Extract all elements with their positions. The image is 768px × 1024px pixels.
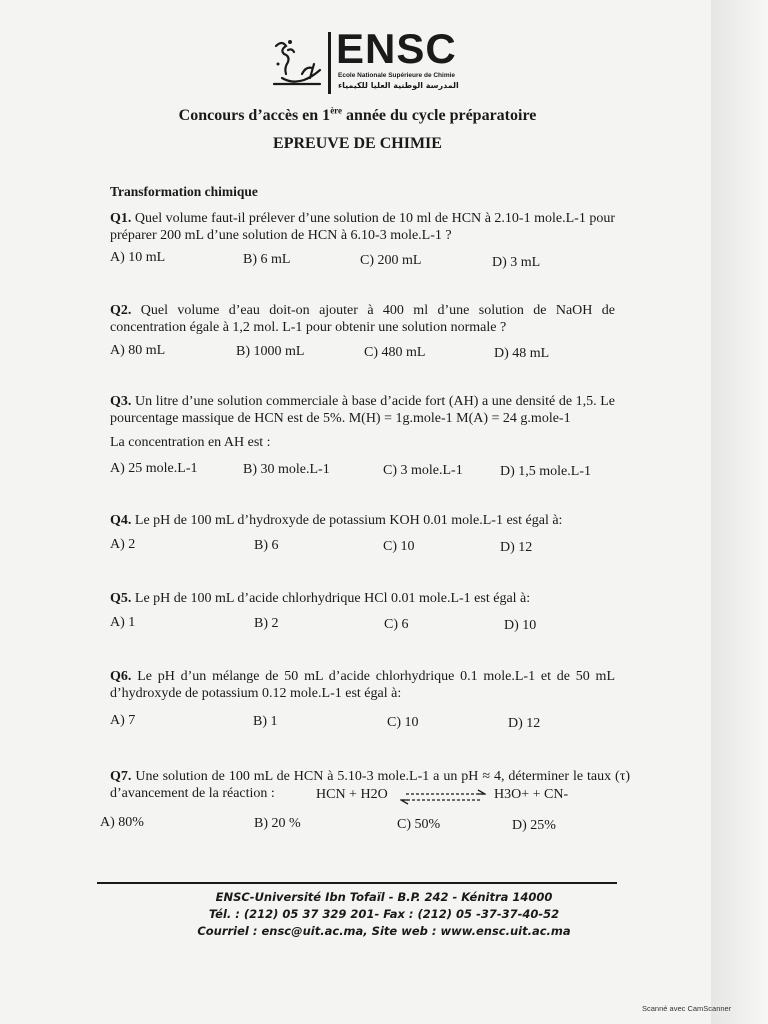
q7-option-d: D) 25%	[512, 818, 556, 833]
q5-option-a: A) 1	[110, 615, 136, 630]
footer-contact: Courriel : ensc@uit.ac.ma, Site web : www.ensc.uit.ac.ma	[197, 924, 571, 938]
q1-option-d: D) 3 mL	[492, 255, 541, 270]
question-text: Le pH de 100 mL d’hydroxyde de potassium KOH 0.01 mole.L-1 est égal à:	[134, 513, 563, 528]
question-text: Quel volume faut-il prélever d’une solution de 10 ml de HCN à 2.10-1 mole.L-1 pour préparer 200 mL d’une solution de HCN à 6.10-3 mole.L-1 ?	[110, 211, 616, 243]
q2-option-c: C) 480 mL	[364, 345, 426, 360]
logo-subtitle: Ecole Nationale Supérieure de Chimie	[338, 72, 456, 79]
title-superscript: ère	[330, 105, 343, 116]
logo-subtitle-arabic: المدرسة الوطنية العليا للكيمياء	[338, 81, 459, 90]
reaction-reactants: HCN + H2O	[316, 787, 388, 802]
arabic-calligraphy-icon	[268, 34, 326, 92]
scanner-watermark: Scanné avec CamScanner	[642, 1004, 732, 1013]
q7-option-c: C) 50%	[397, 817, 441, 832]
q3-option-c: C) 3 mole.L-1	[383, 463, 463, 478]
q3-option-b: B) 30 mole.L-1	[243, 462, 330, 477]
question-text: Le pH d’un mélange de 50 mL d’acide chlorhydrique 0.1 mole.L-1 et de 50 mL d’hydroxyde de potassium 0.12 mole.L-1 est égal à:	[110, 669, 615, 701]
logo-wordmark: ENSC	[336, 25, 457, 72]
q5-option-b: B) 2	[254, 616, 279, 631]
q4-option-c: C) 10	[383, 539, 415, 554]
question-text: Un litre d’une solution commerciale à base d’acide fort (AH) a une densité de 1,5. Le pourcentage massique de HCN est de 5%. M(H) = 1g.mole-1 M(A) = 24 g.mole-1	[110, 394, 616, 426]
q2-option-b: B) 1000 mL	[236, 344, 305, 359]
q2-option-a: A) 80 mL	[110, 343, 166, 358]
q6-option-c: C) 10	[387, 715, 419, 730]
q7-option-a: A) 80%	[100, 815, 144, 830]
title-prefix: Concours d’accès en 1	[178, 107, 331, 124]
equilibrium-arrow-icon	[400, 789, 486, 805]
q3-option-a: A) 25 mole.L-1	[110, 461, 198, 476]
question-label: Q1.	[110, 211, 132, 226]
question-2	[110, 302, 615, 336]
question-text: Quel volume d’eau doit-on ajouter à 400 ml d’une solution de NaOH de concentration égale à 1,2 mol. L-1 pour obtenir une solution normale ?	[110, 303, 615, 335]
question-6	[110, 668, 615, 702]
question-4	[110, 512, 615, 529]
q1-option-a: A) 10 mL	[110, 250, 166, 265]
q7-option-b: B) 20 %	[254, 816, 301, 831]
q3-option-d: D) 1,5 mole.L-1	[500, 464, 591, 479]
question-3-prompt: La concentration en AH est :	[110, 435, 271, 450]
ensc-logo	[268, 25, 468, 98]
q6-option-a: A) 7	[110, 713, 136, 728]
q4-option-d: D) 12	[500, 540, 533, 555]
q6-option-d: D) 12	[508, 716, 541, 731]
question-label: Q2.	[110, 303, 132, 318]
q2-option-d: D) 48 mL	[494, 346, 550, 361]
question-label: Q7.	[110, 769, 132, 784]
logo-divider	[328, 32, 331, 94]
title-suffix: année du cycle préparatoire	[342, 107, 537, 124]
q6-option-b: B) 1	[253, 714, 278, 729]
q5-option-c: C) 6	[384, 617, 409, 632]
question-label: Q3.	[110, 394, 132, 409]
question-text: Le pH de 100 mL d’acide chlorhydrique HCl 0.01 mole.L-1 est égal à:	[134, 591, 531, 606]
section-title: Transformation chimique	[110, 184, 258, 199]
footer-phone-fax: Tél. : (212) 05 37 329 201- Fax : (212) 05 -37-37-40-52	[208, 907, 560, 921]
q1-option-b: B) 6 mL	[243, 252, 291, 267]
exam-title	[0, 107, 715, 125]
q1-option-c: C) 200 mL	[360, 253, 422, 268]
exam-subtitle: EPREUVE DE CHIMIE	[273, 135, 442, 152]
question-5	[110, 590, 615, 607]
question-text: Une solution de 100 mL de HCN à 5.10-3 mole.L-1 a un pH ≈ 4, déterminer le taux (τ) d’avancement de la réaction :	[110, 769, 631, 801]
question-1	[110, 210, 615, 244]
question-label: Q5.	[110, 591, 132, 606]
footer-address: ENSC-Université Ibn Tofaïl - B.P. 242 - Kénitra 14000	[215, 890, 553, 904]
page-edge-shadow	[711, 0, 768, 1024]
q4-option-b: B) 6	[254, 538, 279, 553]
reaction-products: H3O+ + CN-	[494, 787, 569, 802]
question-3	[110, 393, 615, 427]
question-label: Q6.	[110, 669, 132, 684]
q5-option-d: D) 10	[504, 618, 537, 633]
footer-divider	[97, 882, 617, 884]
q4-option-a: A) 2	[110, 537, 136, 552]
question-label: Q4.	[110, 513, 132, 528]
